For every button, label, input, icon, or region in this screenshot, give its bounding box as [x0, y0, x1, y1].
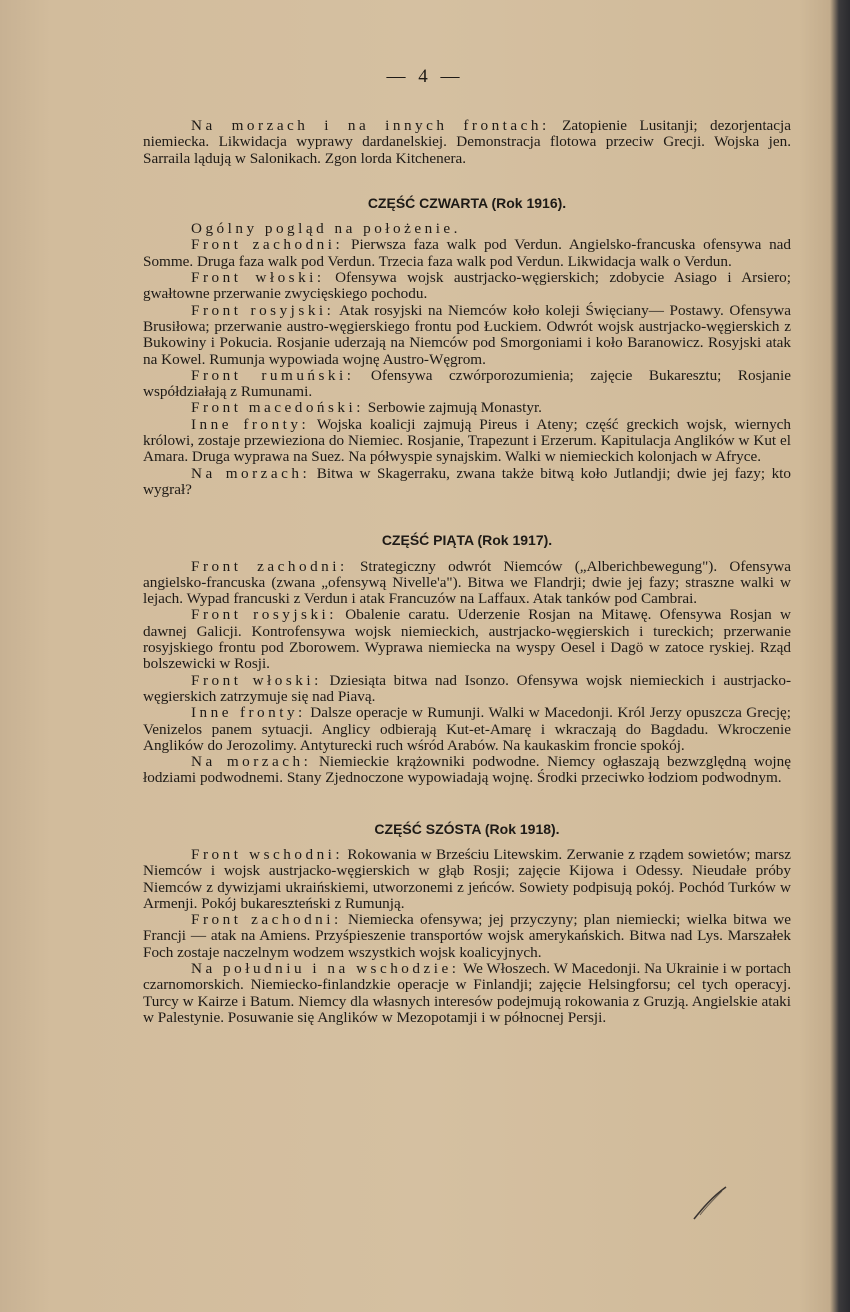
- section-paragraph: [143, 847, 791, 912]
- section-paragraph: [143, 270, 791, 303]
- paragraph-lead: Front zachodni:: [191, 557, 348, 575]
- paragraph-text: Ofensywa wojsk austrjacko-węgierskich; zdobycie Asiago i Arsiero; gwałtowne przerwanie zwycięskiego pochodu.: [143, 269, 791, 303]
- paragraph-lead: Front włoski:: [191, 269, 325, 287]
- pencil-mark: [690, 1185, 730, 1221]
- page-number: — 4 —: [386, 66, 464, 87]
- paragraph-text: Strategiczny odwrót Niemców („Alberichbewegung"). Ofensywa angielsko-francuska (zwana „ofensywą Nivelle'a"). Bitwa we Flandrji; dwie jej fazy; straszne walki w lejach. Wypad francuski z Verdun i atak Francuzów na Laffaux. Atak tanków pod Cambrai.: [143, 557, 791, 608]
- intro-paragraph: [143, 118, 791, 167]
- section-paragraph: [143, 237, 791, 270]
- paragraph-lead: Inne fronty:: [191, 415, 310, 433]
- paragraph-text: Dalsze operacje w Rumunji. Walki w Macedonji. Król Jerzy opuszcza Grecję; Venizelos panem sytuacji. Anglicy odbierają Kut-et-Amarę i wkraczają do Bagdadu. Wkroczenie Anglików do Jerozolimy. Antyturecki ruch wśród Arabów. Na kaukaskim froncie spokój.: [143, 704, 791, 754]
- section-paragraph: [143, 912, 791, 961]
- paragraph-lead: Na morzach:: [191, 464, 311, 482]
- paragraph-lead: Front włoski:: [191, 671, 322, 689]
- paragraph-text: Niemiecka ofensywa; jej przyczyny; plan niemiecki; wielka bitwa we Francji — atak na Amiens. Przyśpieszenie transportów wojsk amerykańskich. Bitwa nad Lys. Marszałek Foch zostaje naczelnym wodzem wszystkich wojsk koalicyjnych.: [143, 911, 791, 961]
- section-paragraph: [143, 607, 791, 672]
- paragraph-lead: Inne fronty:: [191, 704, 306, 722]
- paragraph-lead: Ogólny pogląd na położenie.: [191, 220, 461, 238]
- section-heading: CZĘŚĆ SZÓSTA (Rok 1918).: [374, 820, 560, 837]
- paragraph-lead: Front macedoński:: [191, 399, 364, 417]
- paragraph-text: Serbowie zajmują Monastyr.: [363, 399, 542, 417]
- paragraph-lead: Front zachodni:: [191, 236, 344, 254]
- paragraph-text: Ofensywa czwórporozumienia; zajęcie Bukaresztu; Rosjanie współdziałają z Rumunami.: [143, 366, 791, 401]
- section-paragraph: [143, 303, 791, 368]
- section-paragraph: [143, 673, 791, 706]
- section-heading: CZĘŚĆ CZWARTA (Rok 1916).: [367, 194, 567, 211]
- paragraph-lead: Na morzach:: [191, 753, 312, 771]
- section-paragraph: [143, 705, 791, 754]
- paragraph-lead: Front rosyjski:: [191, 301, 335, 319]
- paragraph-lead: Front zachodni:: [191, 911, 342, 929]
- section-paragraph: [143, 400, 791, 416]
- paragraph-text: We Włoszech. W Macedonji. Na Ukrainie i w portach czarnomorskich. Niemiecko-finlandzkie operacje w Finlandji; zajęcie Helsingforsu; cel tych operacyj. Turcy w Kairze i Batum. Niemcy dla własnych interesów podejmują rokowania z Gruzją. Angielskie ataki w Palestynie. Posuwanie się Anglików w Mezopotamji i w północnej Persji.: [143, 960, 791, 1026]
- section-paragraph: [143, 221, 791, 237]
- section-paragraph: [143, 559, 791, 608]
- paragraph-lead: Na południu i na wschodzie:: [191, 960, 460, 978]
- section-paragraph: [143, 466, 791, 499]
- book-spine-shadow: [830, 0, 850, 1312]
- paragraph-text: Atak rosyjski na Niemców koło koleji Święciany— Postawy. Ofensywa Brusiłowa; przerwanie austro-węgierskiego frontu pod Łuckiem. Odwrót wojsk austrjacko-węgierskich z Bukowiny i Pokucia. Rosjanie uderzają na Niemców pod Smorgoniami i koło Baranowicz. Rosyjski atak na Kowel. Rumunja wypowiada wojnę Austro-Węgrom.: [143, 301, 791, 368]
- paragraph-text: Bitwa w Skagerraku, zwana także bitwą koło Jutlandji; dwie jej fazy; kto wygrał?: [143, 464, 791, 498]
- page-content: [143, 118, 791, 1026]
- paragraph-lead: Na morzach i na innych frontach:: [191, 117, 550, 134]
- section-paragraph: [143, 754, 791, 787]
- section-paragraph: [143, 961, 791, 1026]
- paragraph-text: Pierwsza faza walk pod Verdun. Angielsko-francuska ofensywa nad Somme. Druga faza walk pod Verdun. Trzecia faza walk pod Verdun. Likwidacja walk o Verdun.: [143, 236, 792, 270]
- paragraph-text: Dziesiąta bitwa nad Isonzo. Ofensywa wojsk niemieckich i austrjacko-węgierskich zatrzymuje się nad Piavą.: [143, 671, 791, 705]
- paragraph-text: Niemieckie krążowniki podwodne. Niemcy ogłaszają bezwzględną wojnę łodziami podwodnemi. Stany Zjednoczone wypowiadają wojnę. Środki przeciwko łodziom podwodnym.: [143, 753, 791, 787]
- paragraph-text: Rokowania w Brześciu Litewskim. Zerwanie z rządem sowietów; marsz Niemców i wojsk austrjacko-węgierskich w głąb Rosji; zajęcie Kijowa i Odessy. Nieudałe próby Niemców z dywizjami ukraińskiemi, utworzonemi z jeńców. Sowiety podpisują pokój. Pochód Turków w Armenji. Pokój bukareszteński z Rumunją.: [143, 845, 791, 912]
- section-paragraph: [143, 368, 791, 401]
- section-paragraph: [143, 417, 791, 466]
- paragraph-text: Wojska koalicji zajmują Pireus i Ateny; część greckich wojsk, wiernych królowi, zostaje przewieziona do Niemiec. Rosjanie, Trapezunt i Erzerum. Kapitulacja Anglików w Kut el Amara. Druga wyprawa na Suez. Na półwyspie synajskim. Walki w niemieckich kolonjach w Afryce.: [143, 415, 792, 466]
- paragraph-lead: Front wschodni:: [191, 845, 344, 863]
- paragraph-text: Obalenie caratu. Uderzenie Rosjan na Mitawę. Ofensywa Rosjan w dawnej Galicji. Kontrofensywa wojsk niemieckich, austrjacko-węgierskich i tureckich; przerwanie rosyjskiego frontu pod Zborowem. Wyprawa niemiecka na wyspy Oesel i Dagö w zatoce ryskiej. Rząd bolszewicki w Rosji.: [143, 606, 792, 673]
- section-heading: CZĘŚĆ PIĄTA (Rok 1917).: [381, 532, 553, 549]
- paragraph-text: Zatopienie Lusitanji; dezorjentacja niemiecka. Likwidacja wyprawy dardanelskiej. Demonstracja flotowa przeciw Grecji. Wojska jen. Sarraila lądują w Salonikach. Zgon lorda Kitchenera.: [143, 117, 791, 167]
- paragraph-lead: Front rosyjski:: [191, 606, 338, 624]
- paragraph-lead: Front rumuński:: [191, 366, 355, 384]
